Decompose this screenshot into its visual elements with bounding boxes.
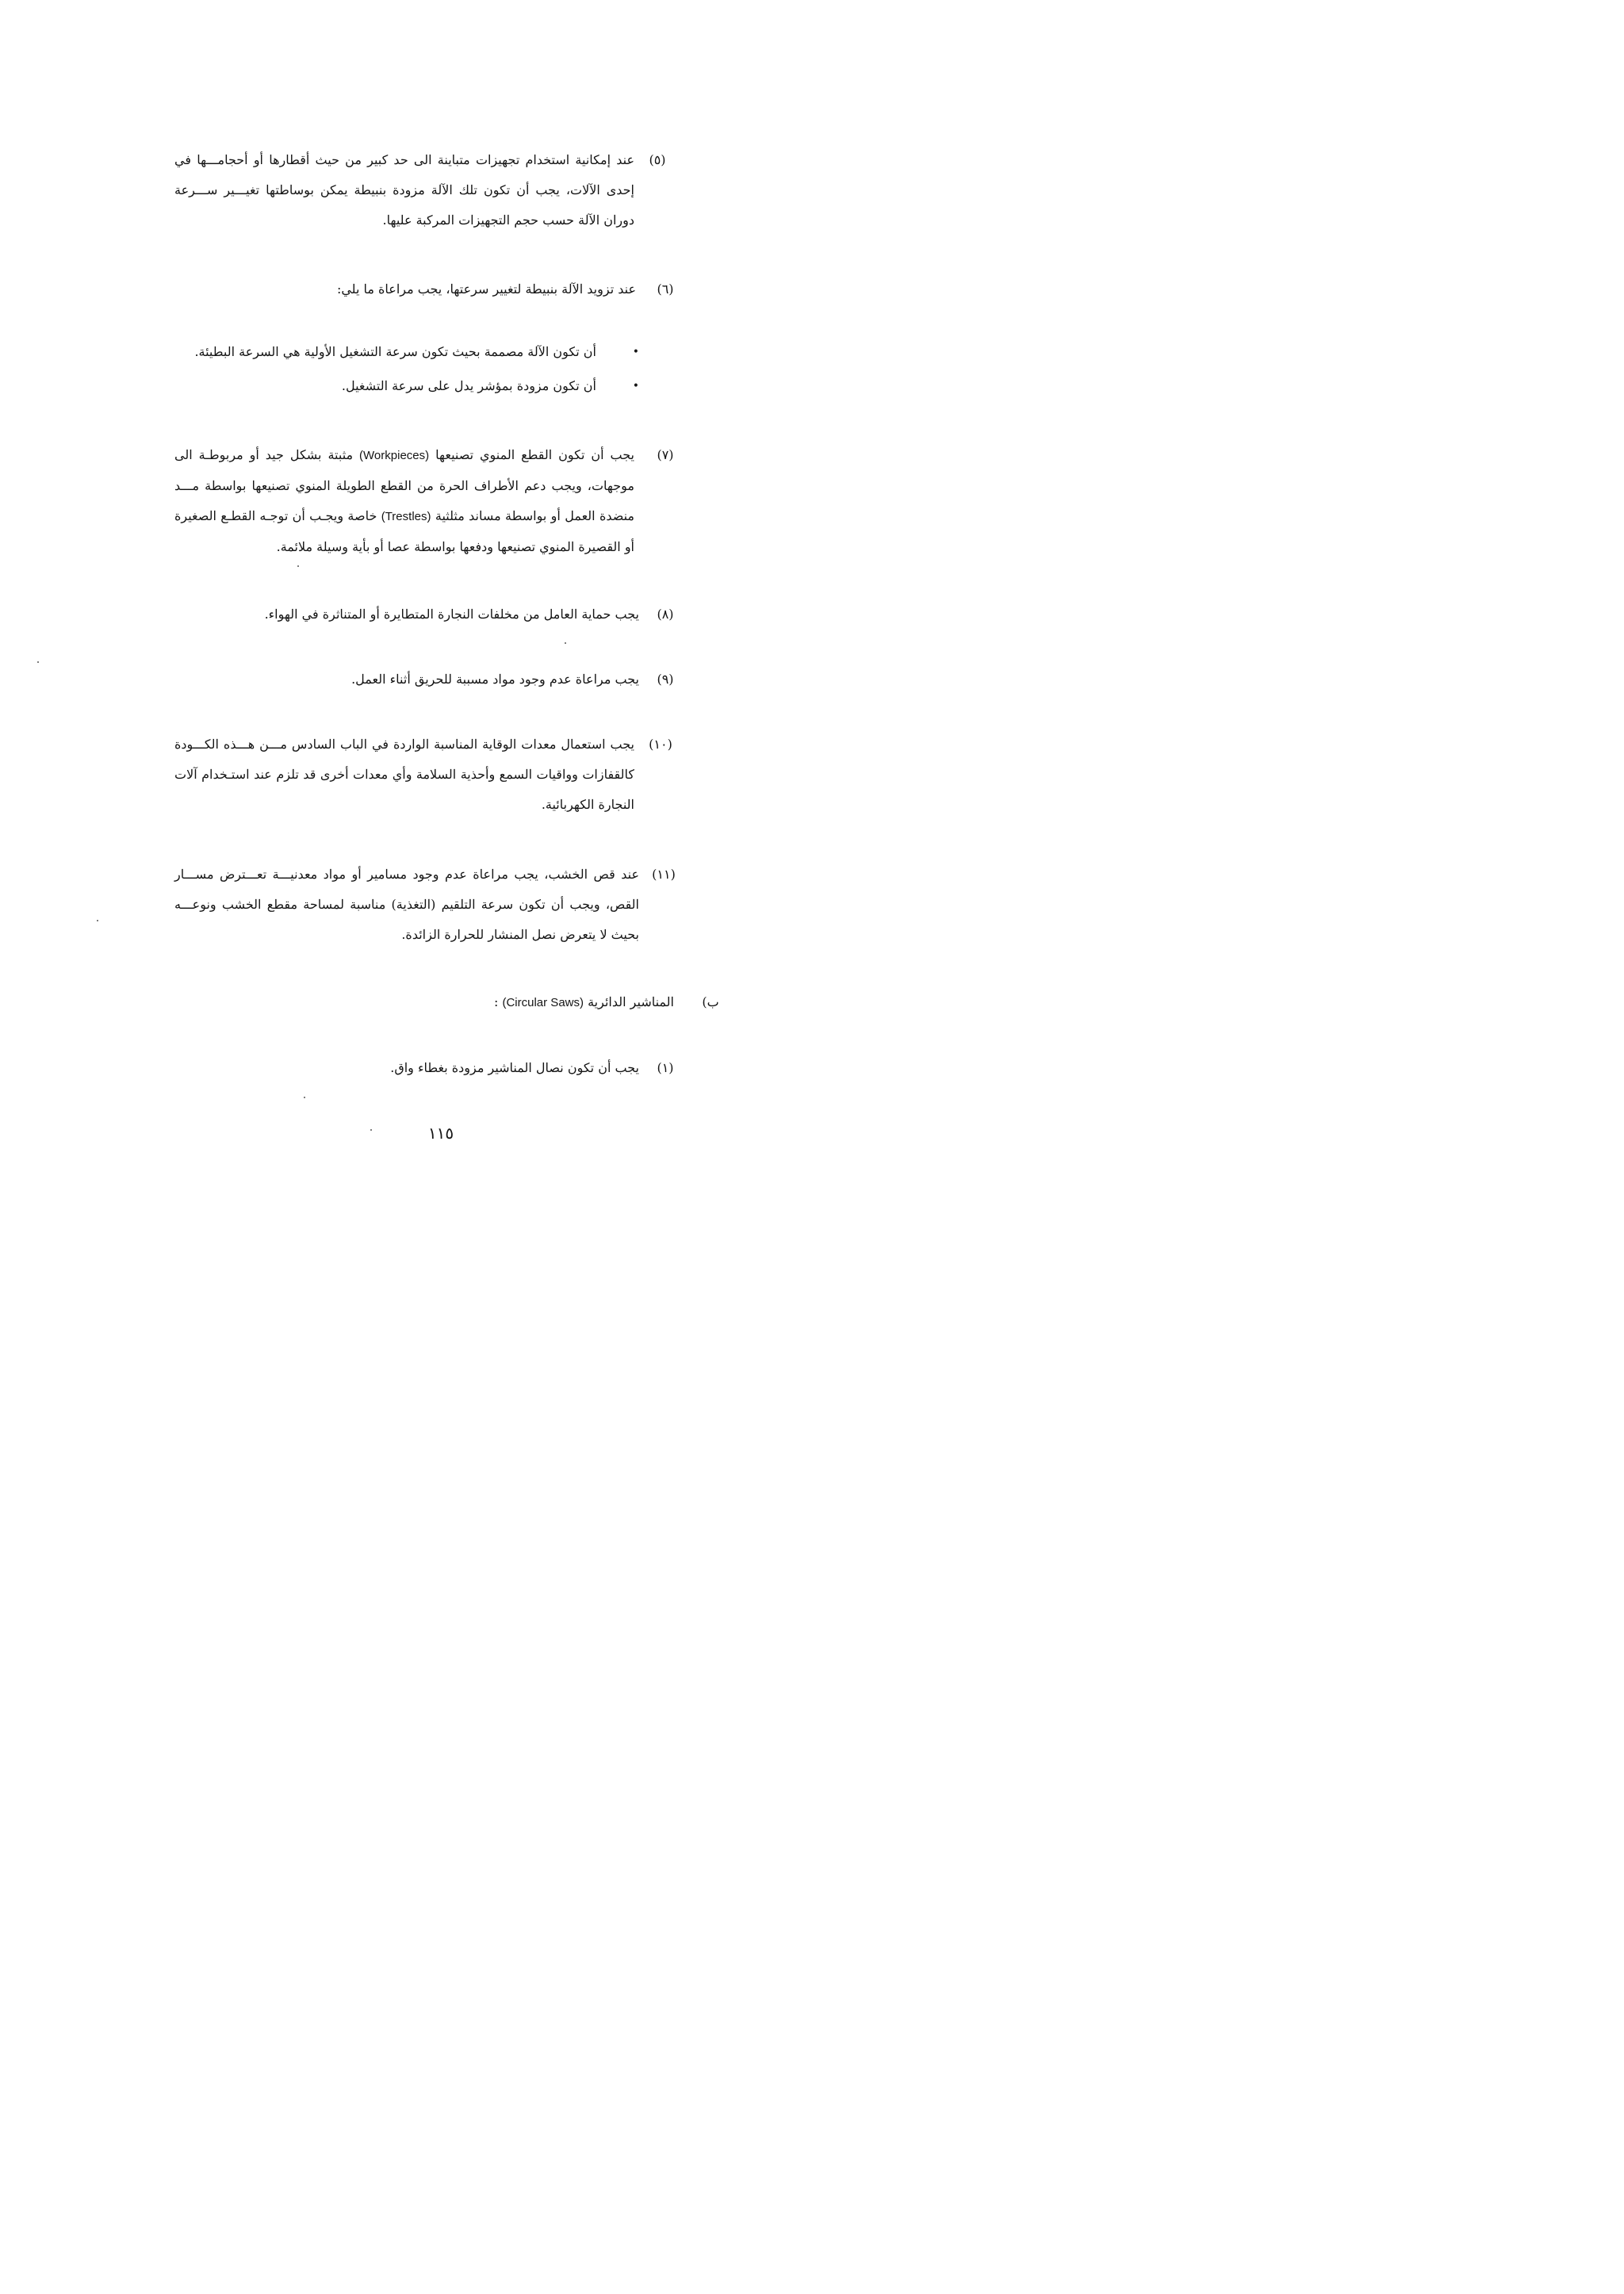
item-9-number: (٩) [657, 672, 674, 687]
item-11-text: عند قص الخشب، يجب مراعاة عدم وجود مسامير أو مواد معدنيـــة تعـــترض مســـار القص، ويجب أن تكون سرعة التلقيم (التغذية) مناسبة لمساحة مقطع الخشب ونوعـــه بحيث لا يتعرض نصل المنشار للحرارة الزائدة. [174, 867, 639, 942]
workpieces-term: (Workpieces) [359, 449, 430, 462]
item-7-number: (٧) [657, 447, 674, 462]
item-11-number: (١١) [652, 867, 676, 882]
item-9-text: يجب مراعاة عدم وجود مواد مسببة للحريق أثناء العمل. [351, 672, 639, 687]
bullet-2-symbol: • [632, 380, 639, 393]
scan-speck [297, 565, 299, 567]
section-b-item-1-number: (١) [657, 1060, 674, 1075]
scan-speck [37, 661, 39, 663]
scan-speck [370, 1129, 372, 1131]
item-8-number: (٨) [657, 607, 674, 622]
item-8-text: يجب حماية العامل من مخلفات النجارة المتطايرة أو المتناثرة في الهواء. [264, 607, 639, 622]
document-page [0, 0, 882, 1245]
item-7-text-before: يجب أن تكون القطع المنوي تصنيعها [435, 447, 634, 462]
section-b-colon: : [493, 994, 499, 1009]
item-5-number: (٥) [649, 152, 666, 167]
item-7-text [174, 440, 634, 562]
trestles-term: (Trestles) [381, 510, 431, 523]
bullet-1-text: أن تكون الآلة مصممة بحيث تكون سرعة التشغيل الأولية هي السرعة البطيئة. [194, 344, 596, 359]
bullet-2-text: أن تكون مزودة بمؤشر يدل على سرعة التشغيل. [341, 378, 596, 393]
bullet-1-symbol: • [632, 346, 639, 358]
section-b-letter: ب) [702, 994, 719, 1009]
item-7-text-middle: مثبتة بشكل جيد أو مربوطـة الى موجهات، ويجب دعم الأطراف الحرة من القطع الطويلة المنوي تصنيعها بواسطة مـــد منضدة العمل أو بواسطة مساند مثلثية [174, 447, 635, 523]
section-b-item-1-text: يجب أن تكون نصال المناشير مزودة بغطاء واق. [390, 1060, 639, 1075]
item-10-text: يجب استعمال معدات الوقاية المناسبة الواردة في الباب السادس مـــن هـــذه الكـــودة كالقفازات وواقيات السمع وأحذية السلامة وأي معدات أخرى قد تلزم عند استـخدام آلات النجارة الكهربائية. [174, 737, 634, 812]
scan-speck [304, 1097, 305, 1098]
item-6-text: عند تزويد الآلة بنبيطة لتغيير سرعتها، يجب مراعاة ما يلي: [336, 281, 636, 297]
item-5-text: عند إمكانية استخدام تجهيزات متباينة الى حد كبير من حيث أقطارها أو أحجامـــها في إحدى الآلات، يجب أن تكون تلك الآلة مزودة بنبيطة يمكن بوساطتها تغيـــير ســـرعة دوران الآلة حسب حجم التجهيزات المركبة عليها. [174, 152, 634, 228]
circular-saws-term: (Circular Saws) [502, 996, 584, 1009]
item-7-text-after: خاصة ويجـب أن توجـه القطـع الصغيرة أو القصيرة المنوي تصنيعها ودفعها بواسطة عصا أو بأية وسيلة ملائمة. [174, 508, 634, 554]
section-b-title: المناشير الدائرية [588, 994, 674, 1009]
page-number: ١١٥ [427, 1124, 454, 1143]
item-10-number: (١٠) [649, 737, 672, 752]
scan-speck [565, 642, 566, 644]
section-b-heading [494, 987, 674, 1018]
scan-speck [97, 920, 98, 921]
item-6-number: (٦) [657, 281, 674, 297]
